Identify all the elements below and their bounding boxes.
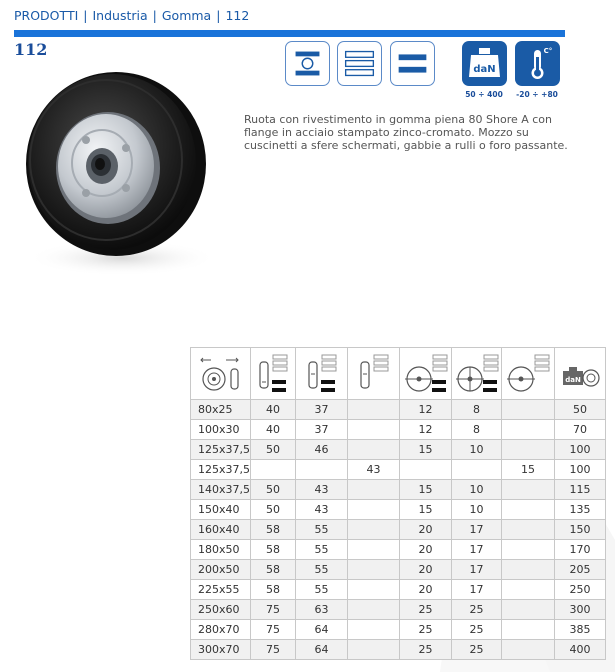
cell-load-capacity: 300	[555, 600, 606, 620]
spec-table	[190, 347, 606, 660]
cell-roller-hub-length: 50	[251, 440, 296, 460]
ball-bearing-icon[interactable]	[337, 41, 382, 86]
cell-plain-hub-length	[348, 500, 400, 520]
table-row	[191, 560, 606, 580]
cell-roller-bore: 20	[400, 580, 452, 600]
cell-load-capacity: 385	[555, 620, 606, 640]
cell-roller-bore: 15	[400, 480, 452, 500]
cell-plain-bore	[502, 480, 555, 500]
cell-roller-bore: 15	[400, 500, 452, 520]
cell-plain-hub-length	[348, 400, 400, 420]
cell-plain-bore	[502, 420, 555, 440]
cell-roller-hub-length: 58	[251, 520, 296, 540]
cell-plain-hub-length	[348, 560, 400, 580]
breadcrumb-industria[interactable]: Industria	[92, 8, 148, 23]
cell-plain-hub-length	[348, 480, 400, 500]
breadcrumb-separator: |	[83, 8, 88, 23]
cell-ball-bore	[452, 460, 502, 480]
cell-load-capacity: 400	[555, 640, 606, 660]
cell-plain-bore	[502, 560, 555, 580]
table-row	[191, 480, 606, 500]
cell-plain-bore	[502, 400, 555, 420]
plain-bore-hub-header-icon	[348, 348, 400, 400]
cell-ball-bore: 10	[452, 500, 502, 520]
cell-roller-hub-length: 58	[251, 540, 296, 560]
breadcrumb-separator: |	[152, 8, 157, 23]
cell-wheel-size: 140x37,5	[191, 480, 251, 500]
breadcrumb-current: 112	[225, 8, 250, 23]
cell-roller-hub-length-b: 55	[296, 560, 348, 580]
cell-roller-bore: 20	[400, 560, 452, 580]
cell-roller-bore: 15	[400, 440, 452, 460]
cell-roller-hub-length-b: 43	[296, 500, 348, 520]
cell-roller-hub-length-b: 37	[296, 400, 348, 420]
cell-roller-bore: 25	[400, 600, 452, 620]
cell-plain-hub-length	[348, 620, 400, 640]
cell-plain-bore	[502, 640, 555, 660]
cell-roller-bore: 12	[400, 420, 452, 440]
cell-wheel-size: 100x30	[191, 420, 251, 440]
cell-wheel-size: 250x60	[191, 600, 251, 620]
cell-wheel-size: 280x70	[191, 620, 251, 640]
cell-ball-bore: 17	[452, 580, 502, 600]
product-wheel-image	[14, 68, 216, 280]
cell-load-capacity: 250	[555, 580, 606, 600]
table-row	[191, 500, 606, 520]
cell-roller-hub-length-b: 55	[296, 520, 348, 540]
breadcrumb	[14, 8, 249, 23]
cell-wheel-size: 160x40	[191, 520, 251, 540]
table-row	[191, 580, 606, 600]
load-range: 50 ÷ 400	[465, 90, 503, 99]
cell-roller-hub-length-b: 46	[296, 440, 348, 460]
cell-plain-hub-length	[348, 600, 400, 620]
cell-wheel-size: 80x25	[191, 400, 251, 420]
cell-plain-hub-length	[348, 520, 400, 540]
cell-load-capacity: 70	[555, 420, 606, 440]
cell-wheel-size: 225x55	[191, 580, 251, 600]
cell-wheel-size: 180x50	[191, 540, 251, 560]
cell-roller-hub-length	[251, 460, 296, 480]
cell-plain-hub-length	[348, 640, 400, 660]
header-divider-bar	[14, 30, 565, 37]
table-header-row	[191, 348, 606, 400]
cell-roller-hub-length: 50	[251, 500, 296, 520]
cell-roller-hub-length-b: 55	[296, 580, 348, 600]
cell-load-capacity: 170	[555, 540, 606, 560]
cell-ball-bore: 8	[452, 400, 502, 420]
cell-plain-hub-length	[348, 420, 400, 440]
breadcrumb-prodotti[interactable]: PRODOTTI	[14, 8, 79, 23]
cell-wheel-size: 300x70	[191, 640, 251, 660]
cell-roller-bore: 20	[400, 540, 452, 560]
cell-load-capacity: 50	[555, 400, 606, 420]
cell-plain-hub-length	[348, 440, 400, 460]
cell-roller-hub-length-b: 37	[296, 420, 348, 440]
cell-load-capacity: 205	[555, 560, 606, 580]
cell-roller-hub-length: 75	[251, 600, 296, 620]
product-description: Ruota con rivestimento in gomma piena 80 Shore A con flange in acciaio stampato zinco-cromato. Mozzo su cuscinetti a sfere schermati, gabbie a rulli o foro passante.	[244, 113, 568, 152]
ball-bore-header-icon	[452, 348, 502, 400]
table-row	[191, 400, 606, 420]
page-title: 112	[14, 40, 48, 59]
cell-ball-bore: 10	[452, 440, 502, 460]
plain-bore-diameter-header-icon	[502, 348, 555, 400]
cell-ball-bore: 25	[452, 620, 502, 640]
load-unit-label: daN	[473, 64, 496, 75]
cell-load-capacity: 150	[555, 520, 606, 540]
cell-load-capacity: 100	[555, 440, 606, 460]
breadcrumb-separator: |	[216, 8, 221, 23]
cell-ball-bore: 25	[452, 640, 502, 660]
cell-plain-bore	[502, 500, 555, 520]
cell-plain-bore	[502, 580, 555, 600]
cell-load-capacity: 135	[555, 500, 606, 520]
cell-roller-hub-length-b: 64	[296, 640, 348, 660]
cell-plain-hub-length	[348, 580, 400, 600]
breadcrumb-gomma[interactable]: Gomma	[161, 8, 212, 23]
cell-roller-hub-length-b: 55	[296, 540, 348, 560]
cell-roller-hub-length: 58	[251, 580, 296, 600]
cell-plain-bore	[502, 440, 555, 460]
cell-load-capacity: 100	[555, 460, 606, 480]
cell-load-capacity: 115	[555, 480, 606, 500]
cell-roller-hub-length-b	[296, 460, 348, 480]
cell-ball-bore: 17	[452, 560, 502, 580]
cell-roller-hub-length-b: 43	[296, 480, 348, 500]
cell-roller-hub-length: 50	[251, 480, 296, 500]
table-row	[191, 440, 606, 460]
cell-plain-bore	[502, 520, 555, 540]
cell-roller-hub-length-b: 63	[296, 600, 348, 620]
cell-wheel-size: 125x37,5	[191, 460, 251, 480]
table-row	[191, 640, 606, 660]
table-row	[191, 520, 606, 540]
cell-roller-hub-length: 40	[251, 400, 296, 420]
temperature-range: -20 ÷ +80	[516, 90, 558, 99]
table-row	[191, 540, 606, 560]
cell-roller-hub-length: 58	[251, 560, 296, 580]
load-capacity-icon	[462, 41, 507, 86]
cell-roller-hub-length-b: 64	[296, 620, 348, 640]
cell-wheel-size: 200x50	[191, 560, 251, 580]
cell-roller-bore	[400, 460, 452, 480]
cell-roller-bore: 25	[400, 640, 452, 660]
cell-plain-bore	[502, 620, 555, 640]
cell-wheel-size: 150x40	[191, 500, 251, 520]
cell-plain-bore	[502, 600, 555, 620]
cell-ball-bore: 25	[452, 600, 502, 620]
roller-bearing-hub-header-icon	[251, 348, 296, 400]
cell-ball-bore: 17	[452, 540, 502, 560]
cell-roller-bore: 25	[400, 620, 452, 640]
cell-roller-hub-length: 40	[251, 420, 296, 440]
spec-table-body	[191, 400, 606, 660]
cell-roller-bore: 12	[400, 400, 452, 420]
cell-roller-bore: 20	[400, 520, 452, 540]
plain-bore-icon[interactable]	[390, 41, 435, 86]
table-row	[191, 620, 606, 640]
cell-plain-bore	[502, 540, 555, 560]
roller-bore-header-icon	[400, 348, 452, 400]
temperature-unit-label: C°	[543, 47, 553, 55]
roller-bearing-icon[interactable]	[285, 41, 330, 86]
cell-ball-bore: 10	[452, 480, 502, 500]
table-row	[191, 420, 606, 440]
table-row	[191, 460, 606, 480]
cell-ball-bore: 17	[452, 520, 502, 540]
load-header-unit: daN	[565, 375, 581, 384]
table-row	[191, 600, 606, 620]
cell-plain-bore: 15	[502, 460, 555, 480]
roller-bearing-length-header-icon	[296, 348, 348, 400]
cell-plain-hub-length	[348, 540, 400, 560]
cell-plain-hub-length: 43	[348, 460, 400, 480]
temperature-icon	[515, 41, 560, 86]
dimension-header-icon	[191, 348, 251, 400]
cell-roller-hub-length: 75	[251, 620, 296, 640]
load-capacity-header-icon	[555, 348, 606, 400]
cell-ball-bore: 8	[452, 420, 502, 440]
cell-wheel-size: 125x37,5	[191, 440, 251, 460]
cell-roller-hub-length: 75	[251, 640, 296, 660]
